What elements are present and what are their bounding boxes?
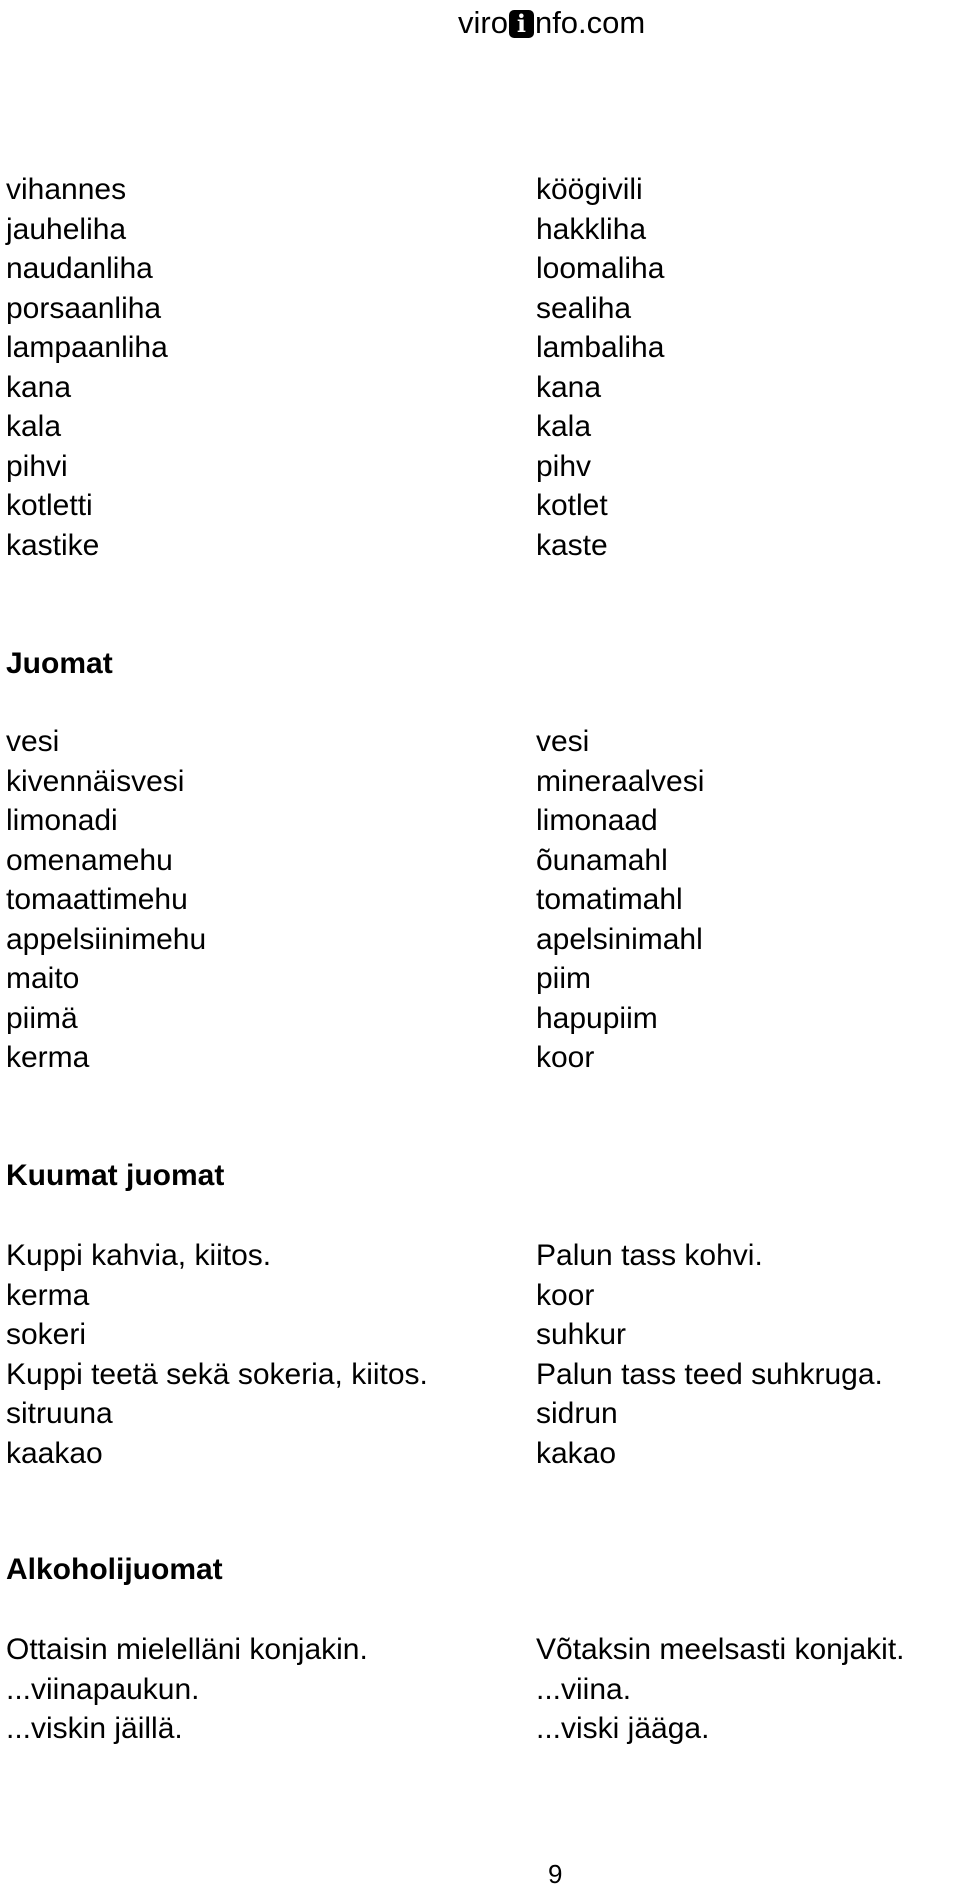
word-item: jauheliha [6,212,127,246]
alcohol-finnish-list [6,1630,368,1749]
info-icon: i [509,10,534,38]
brand-suffix: nfo.com [534,5,646,40]
word-item: porsaanliha [6,291,162,325]
drinks-heading: Juomat [6,647,113,680]
word-item: sitruuna [6,1397,113,1430]
alcohol-heading: Alkoholijuomat [6,1553,223,1586]
word-item: pihv [536,449,592,483]
word-item: naudanliha [6,252,153,285]
word-item: Palun tass teed suhkruga. [536,1357,883,1391]
hot-drinks-finnish-list [6,1236,428,1473]
word-item: mineraalvesi [536,764,705,798]
word-item: koor [536,1041,595,1074]
word-item: sealiha [536,291,632,325]
food-finnish-list [6,170,168,565]
drinks-finnish-list [6,722,206,1078]
word-item: limonaad [536,804,658,837]
word-item: kivennäisvesi [6,764,185,798]
word-item: kana [6,370,72,404]
word-item: kala [6,410,62,443]
word-item: kerma [6,1278,90,1312]
word-item: ...viskin jäillä. [6,1712,183,1745]
word-item: sokeri [6,1318,87,1351]
word-item: vesi [536,725,590,758]
word-item: suhkur [536,1318,627,1351]
word-item: hakkliha [536,212,647,246]
word-item: Palun tass kohvi. [536,1239,763,1272]
word-item: kerma [6,1041,90,1074]
word-item: kotlet [536,489,608,522]
word-item: koor [536,1278,595,1312]
word-item: kala [536,410,592,443]
alcohol-estonian-list [536,1630,905,1749]
hot-drinks-heading: Kuumat juomat [6,1159,225,1192]
word-item: vesi [6,725,60,758]
word-item: õunamahl [536,843,668,877]
word-item: piim [536,962,592,995]
word-item: kastike [6,528,100,562]
food-estonian-list [536,170,664,565]
hot-drinks-estonian-list [536,1236,883,1473]
word-item: Ottaisin mielelläni konjakin. [6,1633,368,1666]
word-item: ...viinapaukun. [6,1672,200,1706]
brand-prefix: viro [458,5,508,40]
word-item: ...viski jääga. [536,1712,710,1745]
site-logo [458,4,645,42]
page-number: 9 [548,1859,563,1889]
word-item: pihvi [6,449,68,483]
word-item: kana [536,370,602,404]
word-item: tomaattimehu [6,883,188,916]
word-item: kakao [536,1436,617,1470]
word-item: sidrun [536,1397,618,1430]
word-item: hapupiim [536,1001,658,1035]
word-item: piimä [6,1001,78,1035]
word-item: kotletti [6,489,93,522]
word-item: lampaanliha [6,331,168,364]
word-item: vihannes [6,173,127,206]
word-item: ...viina. [536,1672,632,1706]
word-item: maito [6,962,80,995]
word-item: köögivili [536,173,643,206]
word-item: Võtaksin meelsasti konjakit. [536,1633,905,1666]
word-item: omenamehu [6,843,173,877]
word-item: kaste [536,528,608,562]
word-item: loomaliha [536,252,665,285]
drinks-estonian-list [536,722,704,1078]
word-item: Kuppi teetä sekä sokeria, kiitos. [6,1357,428,1391]
word-item: appelsiinimehu [6,922,207,956]
word-item: limonadi [6,804,118,837]
word-item: tomatimahl [536,883,683,916]
word-item: lambaliha [536,331,665,364]
word-item: kaakao [6,1436,103,1470]
word-item: Kuppi kahvia, kiitos. [6,1239,272,1272]
word-item: apelsinimahl [536,922,703,956]
